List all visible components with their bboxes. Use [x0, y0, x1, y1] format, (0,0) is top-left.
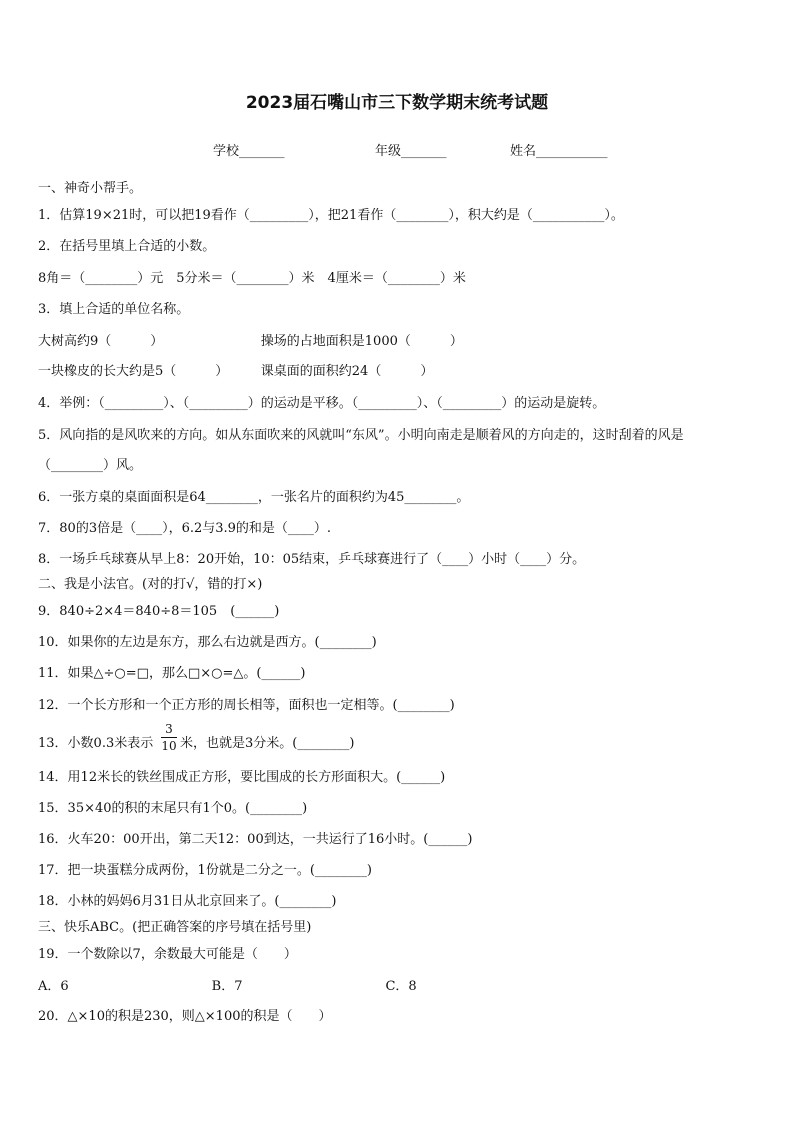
question-16: 16．火车20：00开出，第二天12：00到达，一共运行了16小时。(______) — [38, 832, 473, 847]
question-2-blanks: 8角＝（________）元 5分米＝（________）米 4厘米＝（________）米 — [38, 271, 466, 286]
question-13-fraction — [161, 721, 177, 754]
question-1: 1．估算19×21时，可以把19看作（_________），把21看作（________），积大约是（___________）。 — [38, 208, 624, 223]
question-6: 6．一张方桌的桌面面积是64________，一张名片的面积约为45________。 — [38, 490, 470, 505]
school-field: 学校_______ — [213, 144, 285, 159]
question-19: 19．一个数除以7，余数最大可能是（ ） — [38, 947, 297, 962]
question-3-row-1: 大树高约9（ ） 操场的占地面积是1000（ ） — [38, 334, 463, 349]
question-7: 7．80的3倍是（____），6.2与3.9的和是（____）. — [38, 521, 332, 536]
question-3: 3．填上合适的单位名称。 — [38, 302, 190, 317]
question-5-continued: （________）风。 — [38, 458, 143, 473]
question-8: 8．一场乒乓球赛从早上8：20开始，10：05结束，乒乓球赛进行了（____）小时（____）分。 — [38, 552, 586, 567]
question-11: 11．如果△÷○=□，那么□×○=△。(______) — [38, 666, 306, 681]
grade-field: 年级_______ — [375, 144, 447, 159]
section-1-heading: 一、神奇小帮手。 — [38, 181, 143, 196]
section-3-heading: 三、快乐ABC。(把正确答案的序号填在括号里) — [38, 920, 312, 935]
question-9: 9．840÷2×4＝840÷8＝105 (______) — [38, 604, 280, 619]
question-10: 10．如果你的左边是东方，那么右边就是西方。(________) — [38, 635, 377, 650]
fraction-numerator: 3 — [165, 722, 173, 736]
question-5: 5．风向指的是风吹来的方向。如从东面吹来的风就叫“东风”。小明向南走是顺着风的方向走的，这时刮着的风是 — [38, 428, 684, 443]
question-13-after: 米，也就是3分米。(________) — [180, 736, 355, 751]
question-2: 2．在括号里填上合适的小数。 — [38, 239, 216, 254]
question-18: 18．小林的妈妈6月31日从北京回来了。(________) — [38, 894, 337, 909]
question-4: 4．举例：（_________）、（_________）的运动是平移。（_________）、（_________）的运动是旋转。 — [38, 396, 606, 411]
question-3-row-2: 一块橡皮的长大约是5（ ） 课桌面的面积约24（ ） — [38, 364, 434, 379]
section-2-heading: 二、我是小法官。(对的打√，错的打×) — [38, 577, 263, 592]
question-14: 14．用12米长的铁丝围成正方形，要比围成的长方形面积大。(______) — [38, 770, 446, 785]
question-17: 17．把一块蛋糕分成两份，1份就是二分之一。(________) — [38, 863, 372, 878]
name-field: 姓名___________ — [510, 144, 608, 159]
question-15: 15．35×40的积的末尾只有1个0。(________) — [38, 801, 308, 816]
page-title: 2023届石嘴山市三下数学期末统考试题 — [245, 93, 549, 113]
question-13-before: 13．小数0.3米表示 — [38, 736, 154, 751]
fraction-denominator: 10 — [161, 739, 177, 753]
question-12: 12．一个长方形和一个正方形的周长相等，面积也一定相等。(________) — [38, 698, 455, 713]
question-20: 20．△×10的积是230，则△×100的积是（ ） — [38, 1009, 332, 1024]
question-19-options: A．6 B．7 C．8 — [38, 979, 417, 994]
